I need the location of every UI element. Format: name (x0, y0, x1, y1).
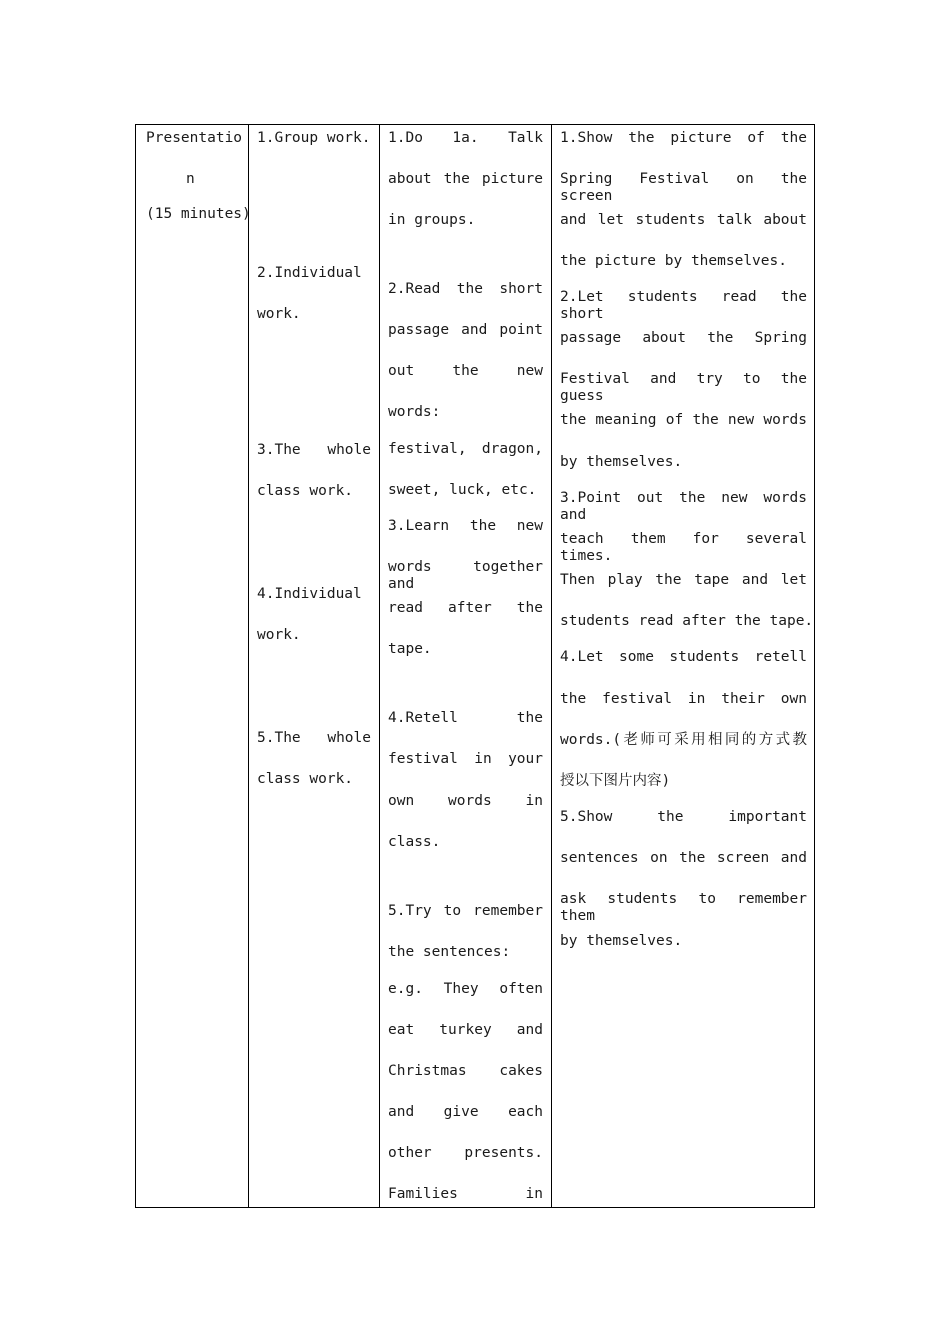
teacher-line: the picture by themselves. (560, 253, 787, 269)
teacher-line: teach them for several times. (560, 531, 807, 564)
mode-line: 2.Individual (257, 265, 362, 281)
student-line: eat turkey and (388, 1022, 543, 1038)
student-line: sweet, luck, etc. (388, 482, 537, 498)
mode-line: work. (257, 627, 301, 643)
student-line: in groups. (388, 212, 476, 228)
teacher-line: words.(老师可采用相同的方式教 (560, 732, 807, 748)
student-line: 3.Learn the new (388, 518, 543, 534)
student-line: e.g. They often (388, 981, 543, 997)
column-divider (551, 125, 552, 1207)
stage-duration: (15 minutes) (146, 206, 251, 222)
teacher-line: 授以下图片内容) (560, 773, 671, 789)
student-line: other presents. (388, 1145, 543, 1161)
teacher-line: ask students to remember them (560, 891, 807, 924)
teacher-line: students read after the tape. (560, 613, 814, 629)
column-divider (248, 125, 249, 1207)
mode-line: work. (257, 306, 301, 322)
teacher-line: sentences on the screen and (560, 850, 807, 866)
teacher-line: 5.Show the important (560, 809, 807, 825)
student-line: Christmas cakes (388, 1063, 543, 1079)
teacher-line: 1.Show the picture of the (560, 130, 807, 146)
student-line: own words in (388, 793, 543, 809)
teacher-line: Festival and try to the guess (560, 371, 807, 404)
student-line: Families in (388, 1186, 543, 1202)
student-line: about the picture (388, 171, 543, 187)
teacher-line: 2.Let students read the short (560, 289, 807, 322)
student-line: read after the (388, 600, 543, 616)
student-line: the sentences: (388, 944, 511, 960)
mode-line: 3.The whole (257, 442, 371, 458)
student-line: festival in your (388, 751, 543, 767)
mode-line: 1.Group work. (257, 130, 371, 146)
mode-line: 5.The whole (257, 730, 371, 746)
student-line: and give each (388, 1104, 543, 1120)
teacher-line: passage about the Spring (560, 330, 807, 346)
student-line: class. (388, 834, 441, 850)
teacher-line: 4.Let some students retell (560, 649, 807, 665)
teacher-line: and let students talk about (560, 212, 807, 228)
lesson-plan-table (135, 124, 815, 1208)
student-line: words together and (388, 559, 543, 592)
student-line: 4.Retell the (388, 710, 543, 726)
student-line: out the new (388, 363, 543, 379)
teacher-line: the festival in their own (560, 691, 807, 707)
teacher-line: Spring Festival on the screen (560, 171, 807, 204)
teacher-line: 3.Point out the new words and (560, 490, 807, 523)
student-line: words: (388, 404, 441, 420)
student-line: tape. (388, 641, 432, 657)
column-divider (379, 125, 380, 1207)
teacher-line: by themselves. (560, 454, 683, 470)
stage-title: Presentatio (146, 130, 243, 146)
mode-line: 4.Individual (257, 586, 362, 602)
mode-line: class work. (257, 483, 354, 499)
mode-line: class work. (257, 771, 354, 787)
stage-title: n (186, 171, 195, 187)
teacher-line: Then play the tape and let (560, 572, 807, 588)
student-line: 1.Do 1a. Talk (388, 130, 543, 146)
student-line: passage and point (388, 322, 543, 338)
teacher-line: by themselves. (560, 933, 683, 949)
student-line: 5.Try to remember (388, 903, 543, 919)
teacher-line: the meaning of the new words (560, 412, 807, 428)
student-line: 2.Read the short (388, 281, 543, 297)
student-line: festival, dragon, (388, 441, 543, 457)
